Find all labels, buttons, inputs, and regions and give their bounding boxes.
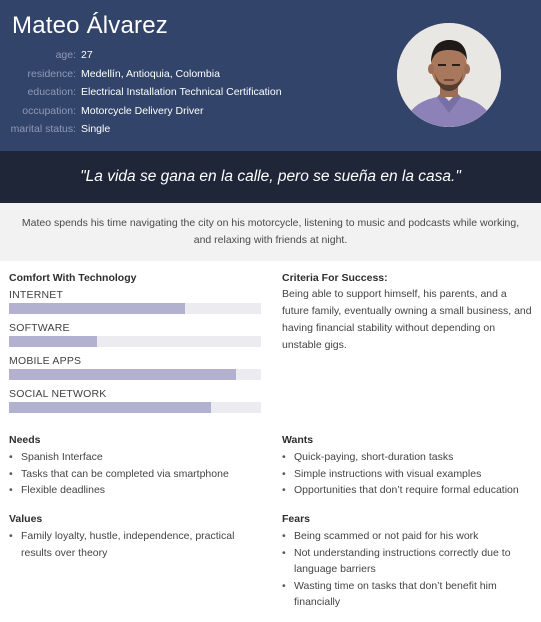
- values-title: Values: [9, 513, 43, 525]
- portrait-photo: [397, 23, 501, 127]
- list-item: • Flexible deadlines: [9, 482, 271, 499]
- wants-list: [282, 449, 537, 499]
- tech-bar-mobile-apps: [9, 369, 261, 380]
- persona-summary: Mateo spends his time navigating the city on his motorcycle, listening to music and podcasts while working, and relaxing with friends at night.: [21, 217, 520, 246]
- needs-list: [9, 449, 271, 499]
- persona-quote: "La vida se gana en la calle, pero se sueña en la casa.": [80, 168, 461, 185]
- list-item: • Quick-paying, short-duration tasks: [282, 449, 537, 466]
- technology-title: Comfort With Technology: [9, 272, 137, 284]
- values-list: [9, 528, 249, 561]
- list-item: • Not understanding instructions correctly due to language barriers: [282, 545, 532, 578]
- tech-bar-fill: [9, 303, 185, 314]
- fears-title: Fears: [282, 513, 311, 525]
- list-item: • Wasting time on tasks that don’t benefit him financially: [282, 578, 532, 611]
- detail-marital-status: [0, 120, 320, 139]
- detail-age: [0, 46, 320, 65]
- list-item: • Simple instructions with visual examples: [282, 466, 537, 483]
- tech-bar-internet: [9, 303, 261, 314]
- detail-label: occupation:: [22, 104, 76, 117]
- fears-list: [282, 528, 532, 611]
- list-item: • Tasks that can be completed via smartphone: [9, 466, 271, 483]
- detail-label: residence:: [27, 67, 76, 80]
- persona-details: [0, 46, 320, 139]
- tech-bar-social-network: [9, 402, 261, 413]
- quote-band: [0, 151, 541, 203]
- detail-value: Single: [81, 123, 111, 135]
- tech-bar-fill: [9, 336, 97, 347]
- tech-label-software: SOFTWARE: [9, 322, 70, 334]
- detail-label: marital status:: [10, 123, 76, 135]
- list-item: • Being scammed or not paid for his work: [282, 528, 532, 545]
- detail-value: Medellín, Antioquia, Colombia: [81, 67, 220, 80]
- list-item: • Spanish Interface: [9, 449, 271, 466]
- persona-name: Mateo Álvarez: [12, 12, 168, 39]
- tech-bar-fill: [9, 402, 211, 413]
- detail-value: Motorcycle Delivery Driver: [81, 104, 204, 117]
- detail-education: [0, 83, 320, 102]
- detail-value: 27: [81, 49, 93, 61]
- tech-bar-software: [9, 336, 261, 347]
- tech-bar-fill: [9, 369, 236, 380]
- needs-title: Needs: [9, 434, 41, 446]
- tech-label-social-network: SOCIAL NETWORK: [9, 388, 107, 400]
- list-item: • Opportunities that don’t require formal education: [282, 482, 537, 499]
- detail-label: education:: [27, 86, 76, 98]
- success-title: Criteria For Success:: [282, 272, 388, 284]
- tech-label-internet: INTERNET: [9, 289, 64, 301]
- profile-header: [0, 0, 541, 151]
- success-text: Being able to support himself, his parents, and a future family, eventually owning a small business, and having financial stability without depending on unstable gigs.: [282, 288, 532, 351]
- detail-occupation: [0, 102, 320, 121]
- detail-residence: [0, 65, 320, 84]
- avatar: [397, 23, 501, 127]
- list-item: • Family loyalty, hustle, independence, practical results over theory: [9, 528, 249, 561]
- detail-label: age:: [55, 49, 76, 61]
- tech-label-mobile-apps: MOBILE APPS: [9, 355, 82, 367]
- detail-value: Electrical Installation Technical Certification: [81, 86, 282, 98]
- summary-band: [0, 203, 541, 261]
- wants-title: Wants: [282, 434, 314, 446]
